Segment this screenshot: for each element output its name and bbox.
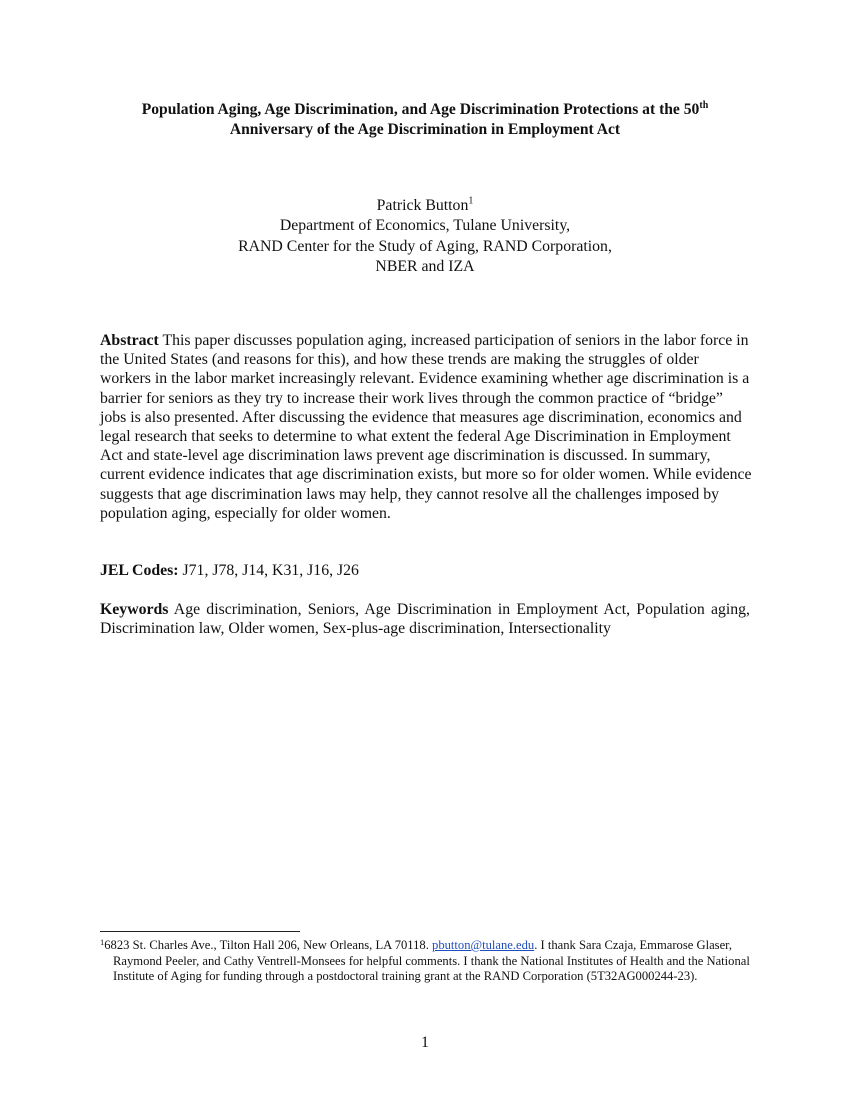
author-email-link[interactable]: pbutton@tulane.edu <box>432 938 535 952</box>
keywords-paragraph <box>100 600 750 638</box>
keywords-text: Age discrimination, Seniors, Age Discrimination in Employment Act, Population aging, Discrimination law, Older women, Sex-plus-age discrimination, Intersectionality <box>100 601 750 638</box>
affiliation-1: Department of Economics, Tulane University, <box>279 217 571 235</box>
jel-codes <box>100 561 750 580</box>
footnote-acknowledgements: . I thank Sara Czaja, Emmarose Glaser, Raymond Peeler, and Cathy Ventrell-Monsees for helpful comments. I thank the National Institutes of Health and the National Institute of Aging for funding through a postdoctoral training grant at the RAND Corporation (5T32AG000244-23). <box>113 938 750 984</box>
page-number: 1 <box>421 1034 429 1051</box>
affiliation-3: NBER and IZA <box>375 257 475 275</box>
abstract-paragraph <box>100 331 752 523</box>
author-name: Patrick Button <box>376 197 469 214</box>
author-block <box>100 196 750 277</box>
footnote <box>100 938 753 985</box>
footnote-mark: 1 <box>100 937 105 947</box>
keywords-label: Keywords <box>100 601 169 618</box>
jel-text: J71, J78, J14, K31, J16, J26 <box>178 562 359 579</box>
title-line2: Anniversary of the Age Discrimination in Employment Act <box>229 121 621 138</box>
footnote-divider <box>100 931 300 932</box>
title-superscript: th <box>699 99 709 111</box>
abstract-label: Abstract <box>100 332 159 349</box>
footnote-address: 6823 St. Charles Ave., Tilton Hall 206, New Orleans, LA 70118. <box>104 938 433 952</box>
jel-label: JEL Codes: <box>100 562 179 579</box>
author-footnote-mark: 1 <box>468 195 474 207</box>
paper-title <box>100 100 750 140</box>
title-line1: Population Aging, Age Discrimination, and Age Discrimination Protections at the 50 <box>141 101 700 118</box>
affiliation-2: RAND Center for the Study of Aging, RAND Corporation, <box>238 237 612 255</box>
abstract-text: This paper discusses population aging, increased participation of seniors in the labor force in the United States (and reasons for this), and how these trends are making the struggles of older workers in the labor market increasingly relevant. Evidence examining whether age discrimination is a barrier for seniors as they try to increase their work lives through the common practice of “bridge” jobs is also presented. After discussing the evidence that measures age discrimination, economics and legal research that seeks to determine to what extent the federal Age Discrimination in Employment Act and state-level age discrimination laws prevent age discrimination is discussed. In summary, current evidence indicates that age discrimination exists, but more so for older women. While evidence suggests that age discrimination laws may help, they cannot resolve all the challenges imposed by population aging, especially for older women. <box>100 332 752 522</box>
